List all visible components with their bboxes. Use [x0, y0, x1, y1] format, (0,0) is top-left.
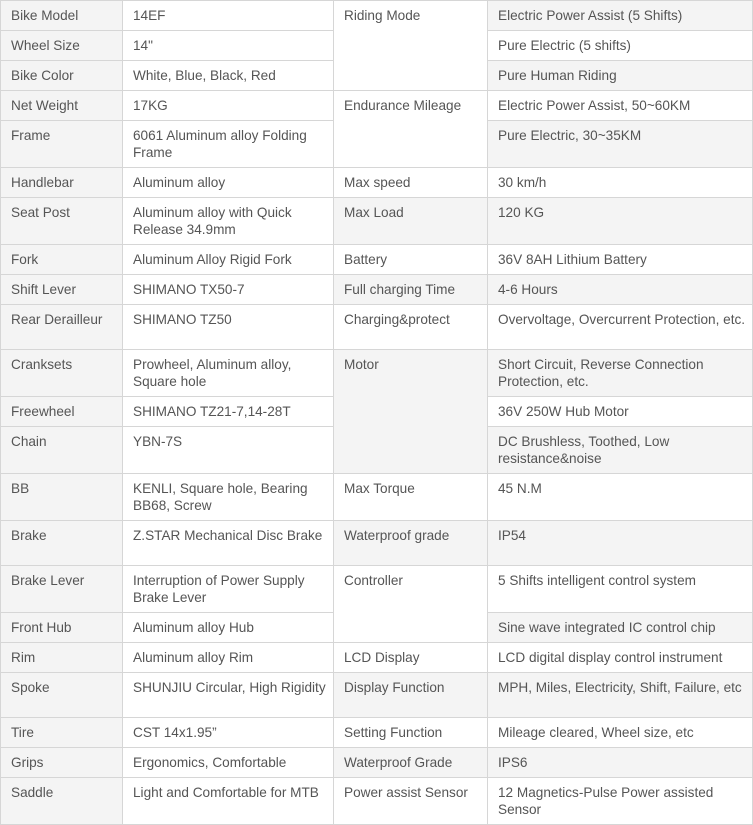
spec-value: Aluminum alloy Hub: [123, 613, 334, 643]
spec-value: IP54: [488, 521, 753, 566]
spec-value: 12 Magnetics-Pulse Power assisted Sensor: [488, 778, 753, 825]
spec-value: CST 14x1.95”: [123, 718, 334, 748]
table-row: [1, 1, 753, 31]
spec-label: Chain: [1, 427, 123, 474]
spec-label: Waterproof Grade: [334, 748, 488, 778]
spec-value: Interruption of Power Supply Brake Lever: [123, 566, 334, 613]
spec-label: Full charging Time: [334, 275, 488, 305]
spec-label: Seat Post: [1, 198, 123, 245]
spec-value: Electric Power Assist, 50~60KM: [488, 91, 753, 121]
spec-label: Max speed: [334, 168, 488, 198]
spec-value: Pure Electric, 30~35KM: [488, 121, 753, 168]
spec-label: Endurance Mileage: [334, 91, 488, 168]
spec-value: Aluminum alloy with Quick Release 34.9mm: [123, 198, 334, 245]
table-row: [1, 168, 753, 198]
spec-value: Pure Electric (5 shifts): [488, 31, 753, 61]
table-row: [1, 566, 753, 613]
table-row: [1, 91, 753, 121]
spec-label: Power assist Sensor: [334, 778, 488, 825]
spec-value: Prowheel, Aluminum alloy, Square hole: [123, 350, 334, 397]
spec-label: Controller: [334, 566, 488, 643]
spec-value: LCD digital display control instrument: [488, 643, 753, 673]
spec-value: Short Circuit, Reverse Connection Protection, etc.: [488, 350, 753, 397]
spec-value: SHIMANO TZ50: [123, 305, 334, 350]
spec-label: Frame: [1, 121, 123, 168]
spec-value: Overvoltage, Overcurrent Protection, etc.: [488, 305, 753, 350]
spec-value: DC Brushless, Toothed, Low resistance&noise: [488, 427, 753, 474]
spec-label: Waterproof grade: [334, 521, 488, 566]
spec-label: Rim: [1, 643, 123, 673]
table-row: [1, 673, 753, 718]
table-row: [1, 198, 753, 245]
table-row: [1, 245, 753, 275]
spec-label: Brake: [1, 521, 123, 566]
table-row: [1, 521, 753, 566]
spec-value: Aluminum alloy: [123, 168, 334, 198]
spec-label: Freewheel: [1, 397, 123, 427]
spec-value: 17KG: [123, 91, 334, 121]
spec-label: Net Weight: [1, 91, 123, 121]
spec-label: Cranksets: [1, 350, 123, 397]
spec-value: 14": [123, 31, 334, 61]
spec-value: MPH, Miles, Electricity, Shift, Failure, etc: [488, 673, 753, 718]
spec-value: Sine wave integrated IC control chip: [488, 613, 753, 643]
table-row: [1, 350, 753, 397]
spec-value: SHUNJIU Circular, High Rigidity: [123, 673, 334, 718]
spec-label: Riding Mode: [334, 1, 488, 91]
spec-label: Max Torque: [334, 474, 488, 521]
spec-label: BB: [1, 474, 123, 521]
spec-label: Setting Function: [334, 718, 488, 748]
table-row: [1, 643, 753, 673]
spec-label: Tire: [1, 718, 123, 748]
spec-label: Shift Lever: [1, 275, 123, 305]
spec-value: 14EF: [123, 1, 334, 31]
spec-label: Motor: [334, 350, 488, 474]
spec-value: IPS6: [488, 748, 753, 778]
spec-value: Ergonomics, Comfortable: [123, 748, 334, 778]
spec-label: Wheel Size: [1, 31, 123, 61]
spec-label: Bike Color: [1, 61, 123, 91]
table-row: [1, 778, 753, 825]
spec-value: Mileage cleared, Wheel size, etc: [488, 718, 753, 748]
spec-value: White, Blue, Black, Red: [123, 61, 334, 91]
table-row: [1, 718, 753, 748]
spec-value: Z.STAR Mechanical Disc Brake: [123, 521, 334, 566]
spec-value: 30 km/h: [488, 168, 753, 198]
spec-label: Battery: [334, 245, 488, 275]
spec-value: Electric Power Assist (5 Shifts): [488, 1, 753, 31]
spec-label: Fork: [1, 245, 123, 275]
table-row: [1, 305, 753, 350]
table-row: [1, 748, 753, 778]
spec-label: Front Hub: [1, 613, 123, 643]
spec-value: Pure Human Riding: [488, 61, 753, 91]
table-row: [1, 275, 753, 305]
spec-value: 120 KG: [488, 198, 753, 245]
spec-label: Charging&protect: [334, 305, 488, 350]
spec-value: 4-6 Hours: [488, 275, 753, 305]
spec-value: 36V 8AH Lithium Battery: [488, 245, 753, 275]
spec-label: Rear Derailleur: [1, 305, 123, 350]
spec-value: KENLI, Square hole, Bearing BB68, Screw: [123, 474, 334, 521]
spec-value: Aluminum Alloy Rigid Fork: [123, 245, 334, 275]
spec-label: Spoke: [1, 673, 123, 718]
spec-value: YBN-7S: [123, 427, 334, 474]
spec-label: LCD Display: [334, 643, 488, 673]
spec-value: 36V 250W Hub Motor: [488, 397, 753, 427]
spec-value: 6061 Aluminum alloy Folding Frame: [123, 121, 334, 168]
spec-label: Handlebar: [1, 168, 123, 198]
spec-label: Grips: [1, 748, 123, 778]
spec-value: SHIMANO TZ21-7,14-28T: [123, 397, 334, 427]
spec-value: 45 N.M: [488, 474, 753, 521]
spec-label: Brake Lever: [1, 566, 123, 613]
spec-label: Bike Model: [1, 1, 123, 31]
spec-value: Aluminum alloy Rim: [123, 643, 334, 673]
table-row: [1, 474, 753, 521]
spec-label: Saddle: [1, 778, 123, 825]
spec-value: 5 Shifts intelligent control system: [488, 566, 753, 613]
spec-value: SHIMANO TX50-7: [123, 275, 334, 305]
spec-value: Light and Comfortable for MTB: [123, 778, 334, 825]
spec-label: Display Function: [334, 673, 488, 718]
spec-label: Max Load: [334, 198, 488, 245]
